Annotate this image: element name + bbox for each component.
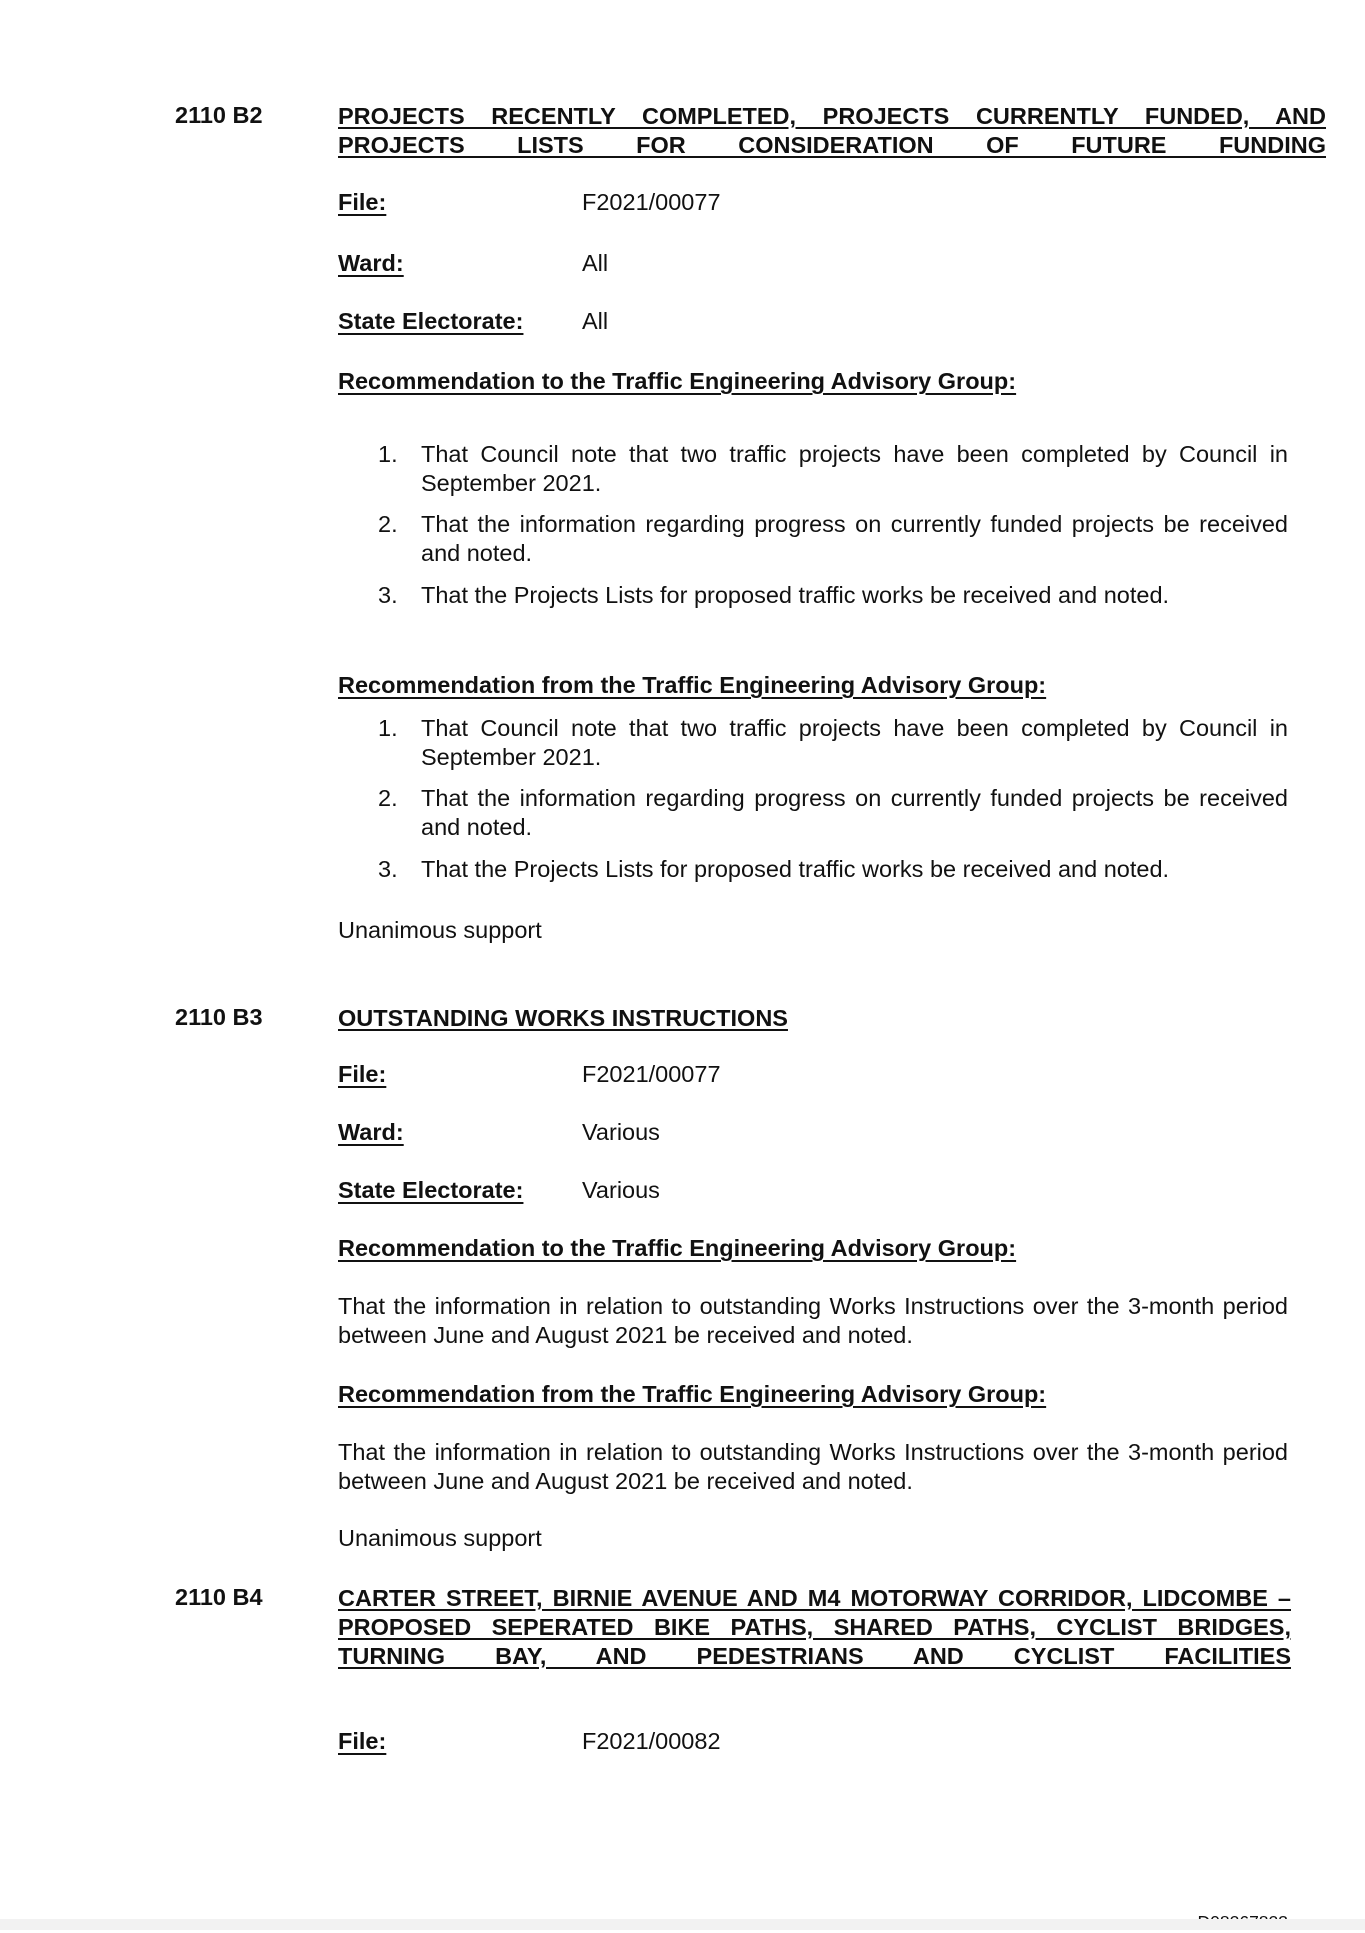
outcome-text: Unanimous support	[338, 917, 542, 943]
file-value: F2021/00077	[582, 1061, 721, 1087]
recommendation-to-list	[338, 440, 1288, 610]
recommendation-from-heading: Recommendation from the Traffic Engineering Advisory Group:	[338, 672, 1047, 698]
item-title: CARTER STREET, BIRNIE AVENUE AND M4 MOTORWAY CORRIDOR, LIDCOMBE – PROPOSED SEPERATED BIKE PATHS, SHARED PATHS, CYCLIST BRIDGES, TURNING BAY, AND PEDESTRIANS AND CYCLIST FACILITIES	[338, 1585, 1291, 1669]
recommendation-from-text: That the information in relation to outstanding Works Instructions over the 3-month period between June and August 2021 be received and noted.	[338, 1439, 1288, 1494]
state-electorate-value: All	[582, 308, 609, 334]
file-label: File:	[338, 1728, 387, 1754]
list-item: 1. That Council note that two traffic projects have been completed by Council in September 2021.	[378, 715, 1288, 770]
list-item: 2. That the information regarding progress on currently funded projects be received and noted.	[378, 511, 1288, 566]
list-item: 1. That Council note that two traffic projects have been completed by Council in September 2021.	[378, 441, 1288, 496]
item-number: 2110 B3	[175, 1004, 263, 1030]
recommendation-to-heading: Recommendation to the Traffic Engineering Advisory Group:	[338, 368, 1017, 394]
list-item: 3. That the Projects Lists for proposed traffic works be received and noted.	[378, 856, 1170, 882]
recommendation-from-list	[338, 714, 1288, 884]
recommendation-to-text: That the information in relation to outstanding Works Instructions over the 3-month period between June and August 2021 be received and noted.	[338, 1293, 1288, 1348]
state-electorate-value: Various	[582, 1177, 660, 1203]
outcome-text: Unanimous support	[338, 1525, 542, 1551]
page-bottom-strip	[0, 1919, 1365, 1930]
file-value: F2021/00077	[582, 189, 721, 215]
recommendation-to-heading: Recommendation to the Traffic Engineering Advisory Group:	[338, 1235, 1017, 1261]
recommendation-from-heading: Recommendation from the Traffic Engineering Advisory Group:	[338, 1381, 1047, 1407]
ward-value: Various	[582, 1119, 660, 1145]
list-item: 2. That the information regarding progress on currently funded projects be received and noted.	[378, 785, 1288, 840]
file-value: F2021/00082	[582, 1728, 721, 1754]
ward-label: Ward:	[338, 1119, 404, 1145]
state-electorate-label: State Electorate:	[338, 308, 524, 334]
item-number: 2110 B4	[175, 1584, 263, 1610]
state-electorate-label: State Electorate:	[338, 1177, 524, 1203]
ward-value: All	[582, 250, 609, 276]
item-title: OUTSTANDING WORKS INSTRUCTIONS	[338, 1005, 788, 1031]
file-label: File:	[338, 1061, 387, 1087]
item-number: 2110 B2	[175, 102, 263, 128]
item-title: PROJECTS RECENTLY COMPLETED, PROJECTS CURRENTLY FUNDED, AND PROJECTS LISTS FOR CONSIDERATION OF FUTURE FUNDING	[338, 103, 1326, 158]
file-label: File:	[338, 189, 387, 215]
list-item: 3. That the Projects Lists for proposed traffic works be received and noted.	[378, 582, 1170, 608]
ward-label: Ward:	[338, 250, 404, 276]
